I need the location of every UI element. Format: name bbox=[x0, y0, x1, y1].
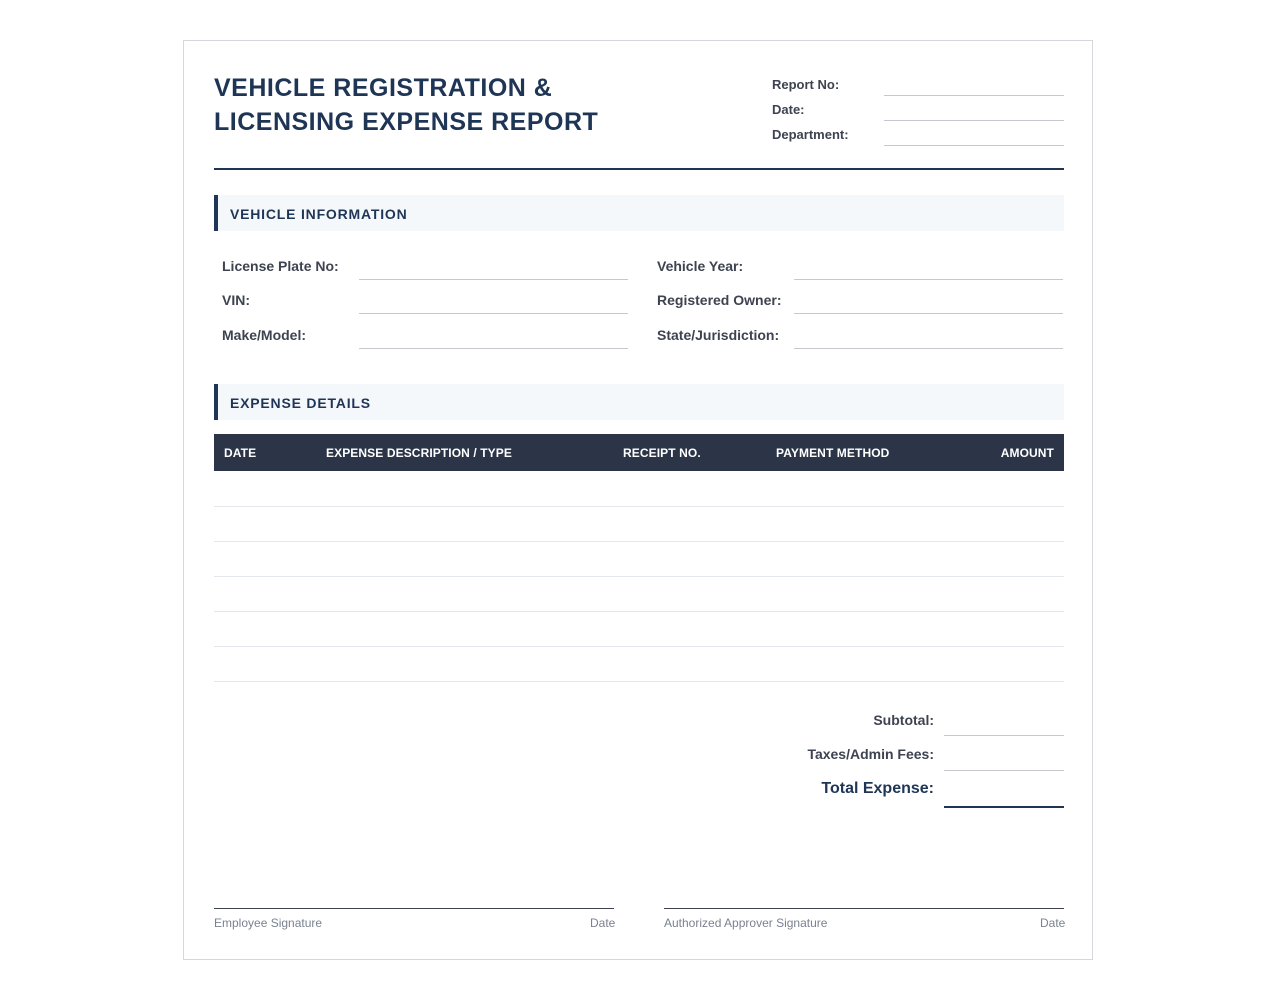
date-label: Date: bbox=[772, 102, 805, 117]
title-divider bbox=[214, 168, 1064, 170]
state-jurisdiction-field bbox=[657, 315, 1064, 349]
total-expense-field[interactable] bbox=[944, 806, 1064, 808]
col-receipt-no: RECEIPT NO. bbox=[623, 446, 701, 460]
report-meta bbox=[772, 71, 1064, 146]
report-title bbox=[214, 71, 598, 139]
registered-owner-label: Registered Owner: bbox=[657, 292, 782, 308]
table-row[interactable] bbox=[214, 542, 1064, 577]
vehicle-info-title: VEHICLE INFORMATION bbox=[230, 206, 408, 222]
vehicle-year-label: Vehicle Year: bbox=[657, 258, 744, 274]
table-row[interactable] bbox=[214, 647, 1064, 682]
table-row[interactable] bbox=[214, 577, 1064, 612]
taxes-field[interactable] bbox=[944, 770, 1064, 771]
col-amount: AMOUNT bbox=[1000, 446, 1054, 460]
subtotal-label: Subtotal: bbox=[873, 712, 934, 728]
registered-owner-input[interactable] bbox=[794, 313, 1063, 314]
subtotal-field[interactable] bbox=[944, 735, 1064, 736]
title-line-1: VEHICLE REGISTRATION & bbox=[214, 74, 553, 102]
total-expense-label: Total Expense: bbox=[821, 780, 934, 797]
employee-signature-label: Employee Signature bbox=[214, 916, 323, 930]
title-line-2: LICENSING EXPENSE REPORT bbox=[214, 108, 599, 136]
date-row bbox=[772, 96, 1064, 121]
approver-signature-line[interactable] bbox=[664, 908, 1064, 909]
department-field[interactable] bbox=[884, 145, 1064, 146]
expense-details-title: EXPENSE DETAILS bbox=[230, 395, 371, 411]
make-model-input[interactable] bbox=[359, 348, 628, 349]
vehicle-year-field bbox=[657, 246, 1064, 280]
vin-label: VIN: bbox=[222, 292, 250, 308]
col-payment-method: PAYMENT METHOD bbox=[776, 446, 890, 460]
table-row[interactable] bbox=[214, 612, 1064, 647]
report-no-label: Report No: bbox=[772, 77, 840, 92]
col-date: DATE bbox=[224, 446, 257, 460]
employee-date-label: Date bbox=[590, 916, 616, 930]
state-jurisdiction-label: State/Jurisdiction: bbox=[657, 327, 780, 343]
license-plate-field bbox=[222, 246, 628, 280]
taxes-label: Taxes/Admin Fees: bbox=[807, 746, 934, 762]
make-model-label: Make/Model: bbox=[222, 327, 307, 343]
expense-report-sheet bbox=[183, 40, 1093, 960]
col-description: EXPENSE DESCRIPTION / TYPE bbox=[326, 446, 512, 460]
expense-table-header bbox=[214, 434, 1064, 471]
expense-details-section-header bbox=[214, 384, 1064, 420]
department-label: Department: bbox=[772, 127, 849, 142]
approver-signature-label: Authorized Approver Signature bbox=[664, 916, 828, 930]
table-row[interactable] bbox=[214, 472, 1064, 507]
license-plate-label: License Plate No: bbox=[222, 258, 339, 274]
vin-input[interactable] bbox=[359, 313, 628, 314]
vin-field bbox=[222, 280, 628, 314]
vehicle-info-section-header bbox=[214, 195, 1064, 231]
department-row bbox=[772, 121, 1064, 146]
approver-date-label: Date bbox=[1040, 916, 1066, 930]
table-row[interactable] bbox=[214, 507, 1064, 542]
registered-owner-field bbox=[657, 280, 1064, 314]
employee-signature-line[interactable] bbox=[214, 908, 614, 909]
make-model-field bbox=[222, 315, 628, 349]
report-no-row bbox=[772, 71, 1064, 96]
state-jurisdiction-input[interactable] bbox=[794, 348, 1063, 349]
